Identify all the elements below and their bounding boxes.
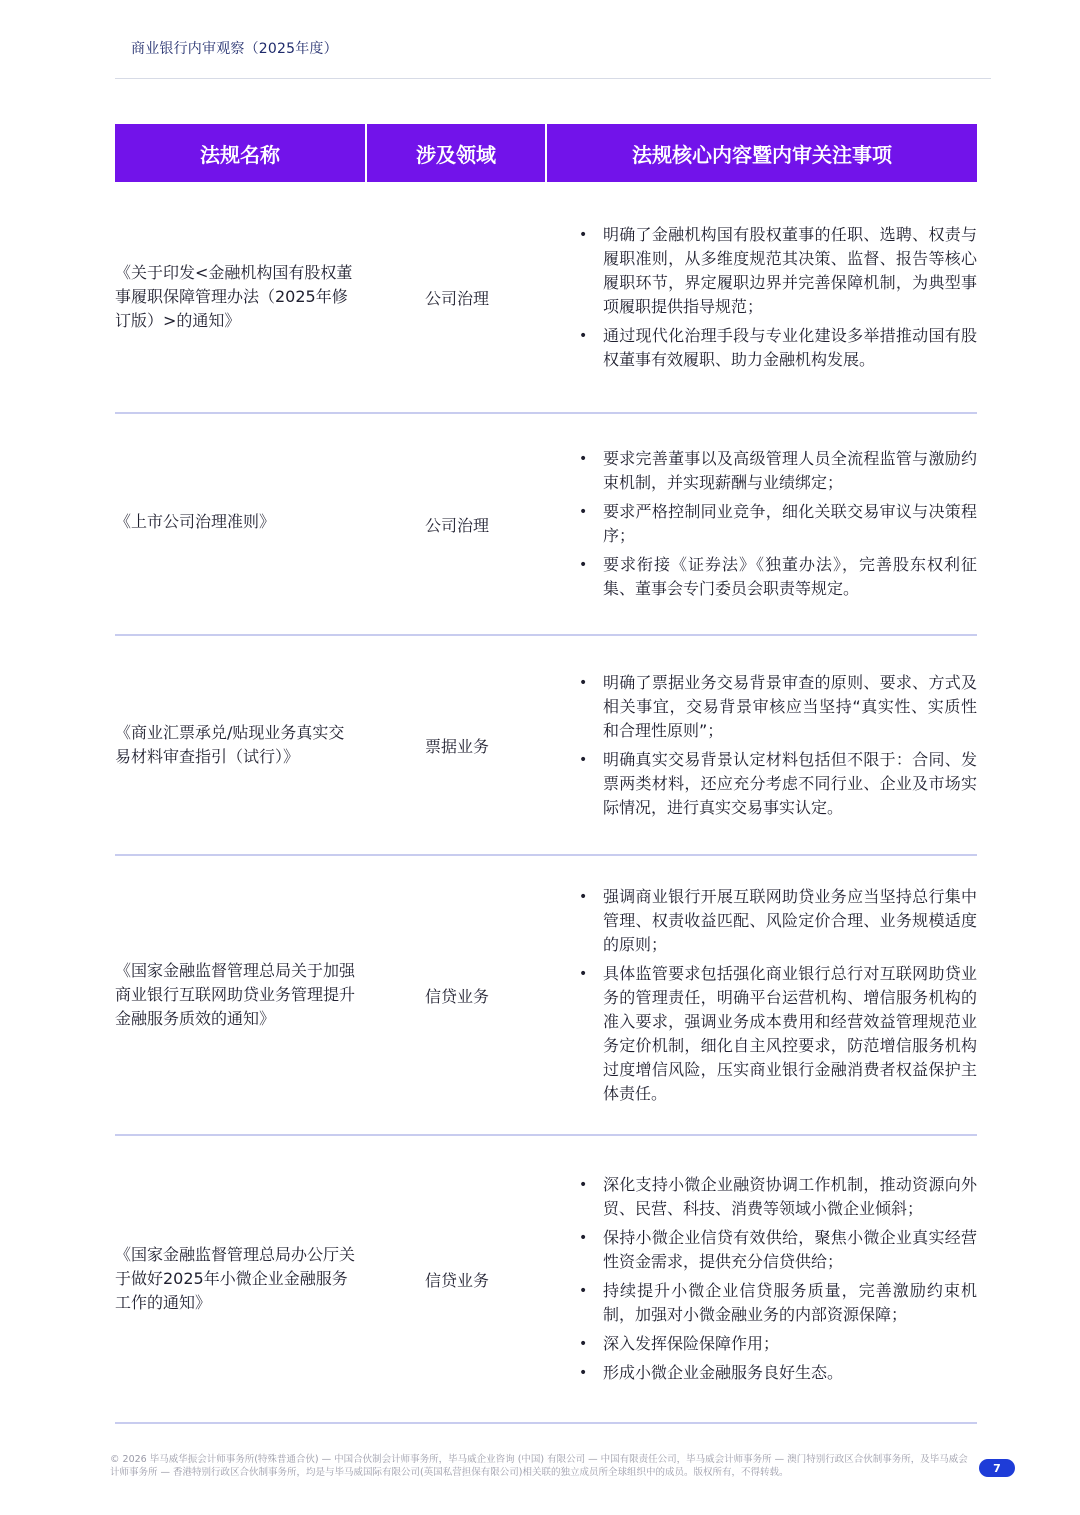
table-row [115,1136,977,1424]
bullet-icon: • [579,1177,588,1193]
law-name: 《关于印发<金融机构国有股权董事履职保障管理办法（2025年修订版）>的通知》 [115,263,353,330]
point-text: 深化支持小微企业融资协调工作机制，推动资源向外贸、民营、科技、消费等领域小微企业倾斜； [603,1175,977,1218]
law-points-cell [547,414,977,634]
point-text: 持续提升小微企业信贷服务质量，完善激励约束机制，加强对小微金融业务的内部资源保障； [603,1281,977,1324]
law-points-list [571,1173,977,1385]
law-domain: 信贷业务 [424,986,489,1006]
bullet-icon: • [579,504,588,520]
bullet-icon: • [579,451,588,467]
list-item [571,223,977,319]
law-domain: 公司治理 [424,288,489,308]
list-item [571,1279,977,1327]
table-row [115,182,977,414]
list-item [571,1332,977,1356]
column-header-domain: 涉及领域 [367,124,547,182]
point-text: 要求衔接《证券法》《独董办法》，完善股东权利征集、董事会专门委员会职责等规定。 [603,555,977,598]
law-points-cell [547,856,977,1134]
point-text: 明确真实交易背景认定材料包括但不限于：合同、发票两类材料，还应充分考虑不同行业、企业及市场实际情况，进行真实交易事实认定。 [603,749,977,817]
point-text: 要求完善董事以及高级管理人员全流程监管与激励约束机制，并实现薪酬与业绩绑定； [603,449,977,492]
law-points-list [571,885,977,1106]
list-item [571,1361,977,1385]
law-domain: 公司治理 [424,515,489,535]
point-text: 强调商业银行开展互联网助贷业务应当坚持总行集中管理、权责收益匹配、风险定价合理、业务规模适度的原则； [603,886,977,954]
list-item [571,447,977,495]
list-item [571,500,977,548]
bullet-icon: • [579,557,588,573]
header-divider [115,78,991,79]
list-item [571,553,977,601]
table-row [115,414,977,636]
bullet-icon: • [579,674,588,691]
list-item [571,962,977,1106]
law-domain: 信贷业务 [424,1270,489,1290]
law-points-list [571,223,977,372]
bullet-icon: • [579,751,588,768]
law-points-cell [547,1136,977,1422]
bullet-icon: • [579,1283,588,1299]
law-points-cell [547,636,977,854]
point-text: 保持小微企业信贷有效供给，聚焦小微企业真实经营性资金需求，提供充分信贷供给； [603,1228,977,1271]
law-name: 《国家金融监督管理总局关于加强商业银行互联网助贷业务管理提升金融服务质效的通知》 [115,961,356,1028]
point-text: 通过现代化治理手段与专业化建设多举措推动国有股权董事有效履职、助力金融机构发展。 [603,325,977,369]
law-name: 《上市公司治理准则》 [115,512,276,531]
column-header-law-name: 法规名称 [115,124,367,182]
bullet-icon: • [579,1365,588,1381]
table-header [115,124,977,182]
page-number-badge: 7 [979,1459,1015,1477]
law-points-list [571,671,977,820]
list-item [571,671,977,743]
table-row [115,636,977,856]
point-text: 明确了金融机构国有股权董事的任职、选聘、权责与履职准则，从多维度规范其决策、监督、报告等核心履职环节，界定履职边界并完善保障机制，为典型事项履职提供指导规范； [603,224,977,316]
list-item [571,748,977,820]
bullet-icon: • [579,1336,588,1352]
point-text: 形成小微企业金融服务良好生态。 [603,1363,844,1382]
law-name: 《商业汇票承兑/贴现业务真实交易材料审查指引（试行）》 [115,723,345,766]
point-text: 要求严格控制同业竞争，细化关联交易审议与决策程序； [603,502,977,545]
list-item [571,324,977,372]
point-text: 具体监管要求包括强化商业银行总行对互联网助贷业务的管理责任，明确平台运营机构、增信服务机构的准入要求，强调业务成本费用和经营效益管理规范业务定价机制，细化自主风控要求，防范增信服务机构过度增信风险，压实商业银行金融消费者权益保护主体责任。 [603,963,977,1103]
list-item [571,885,977,957]
page-header-title: 商业银行内审观察（2025年度） [131,41,338,57]
point-text: 深入发挥保险保障作用； [603,1334,780,1353]
footer-copyright: © 2026 毕马威华振会计师事务所(特殊普通合伙) — 中国合伙制会计师事务所，毕马威企业咨询 (中国) 有限公司 — 中国有限责任公司，毕马威会计师事务所 — 澳门特别行政区合伙制事务所，及毕马威会计师事务所 — 香港特别行政区合伙制事务所，均是与毕马威国际有限公司(英国私营担保有限公司)相关联的独立成员所全球组织中的成员。版权所有，不得转载。 [110,1454,968,1478]
bullet-icon: • [579,226,588,243]
bullet-icon: • [579,965,588,982]
bullet-icon: • [579,888,588,905]
column-header-core-content: 法规核心内容暨内审关注事项 [632,142,892,167]
regulations-table [115,124,977,1424]
law-domain: 票据业务 [424,736,489,756]
bullet-icon: • [579,327,588,344]
point-text: 明确了票据业务交易背景审查的原则、要求、方式及相关事宜，交易背景审核应当坚持“真实性、实质性和合理性原则”； [603,672,977,740]
law-name: 《国家金融监督管理总局办公厅关于做好2025年小微企业金融服务工作的通知》 [115,1245,356,1312]
list-item [571,1226,977,1274]
list-item [571,1173,977,1221]
bullet-icon: • [579,1230,588,1246]
table-row [115,856,977,1136]
law-points-list [571,447,977,601]
law-points-cell [547,182,977,412]
